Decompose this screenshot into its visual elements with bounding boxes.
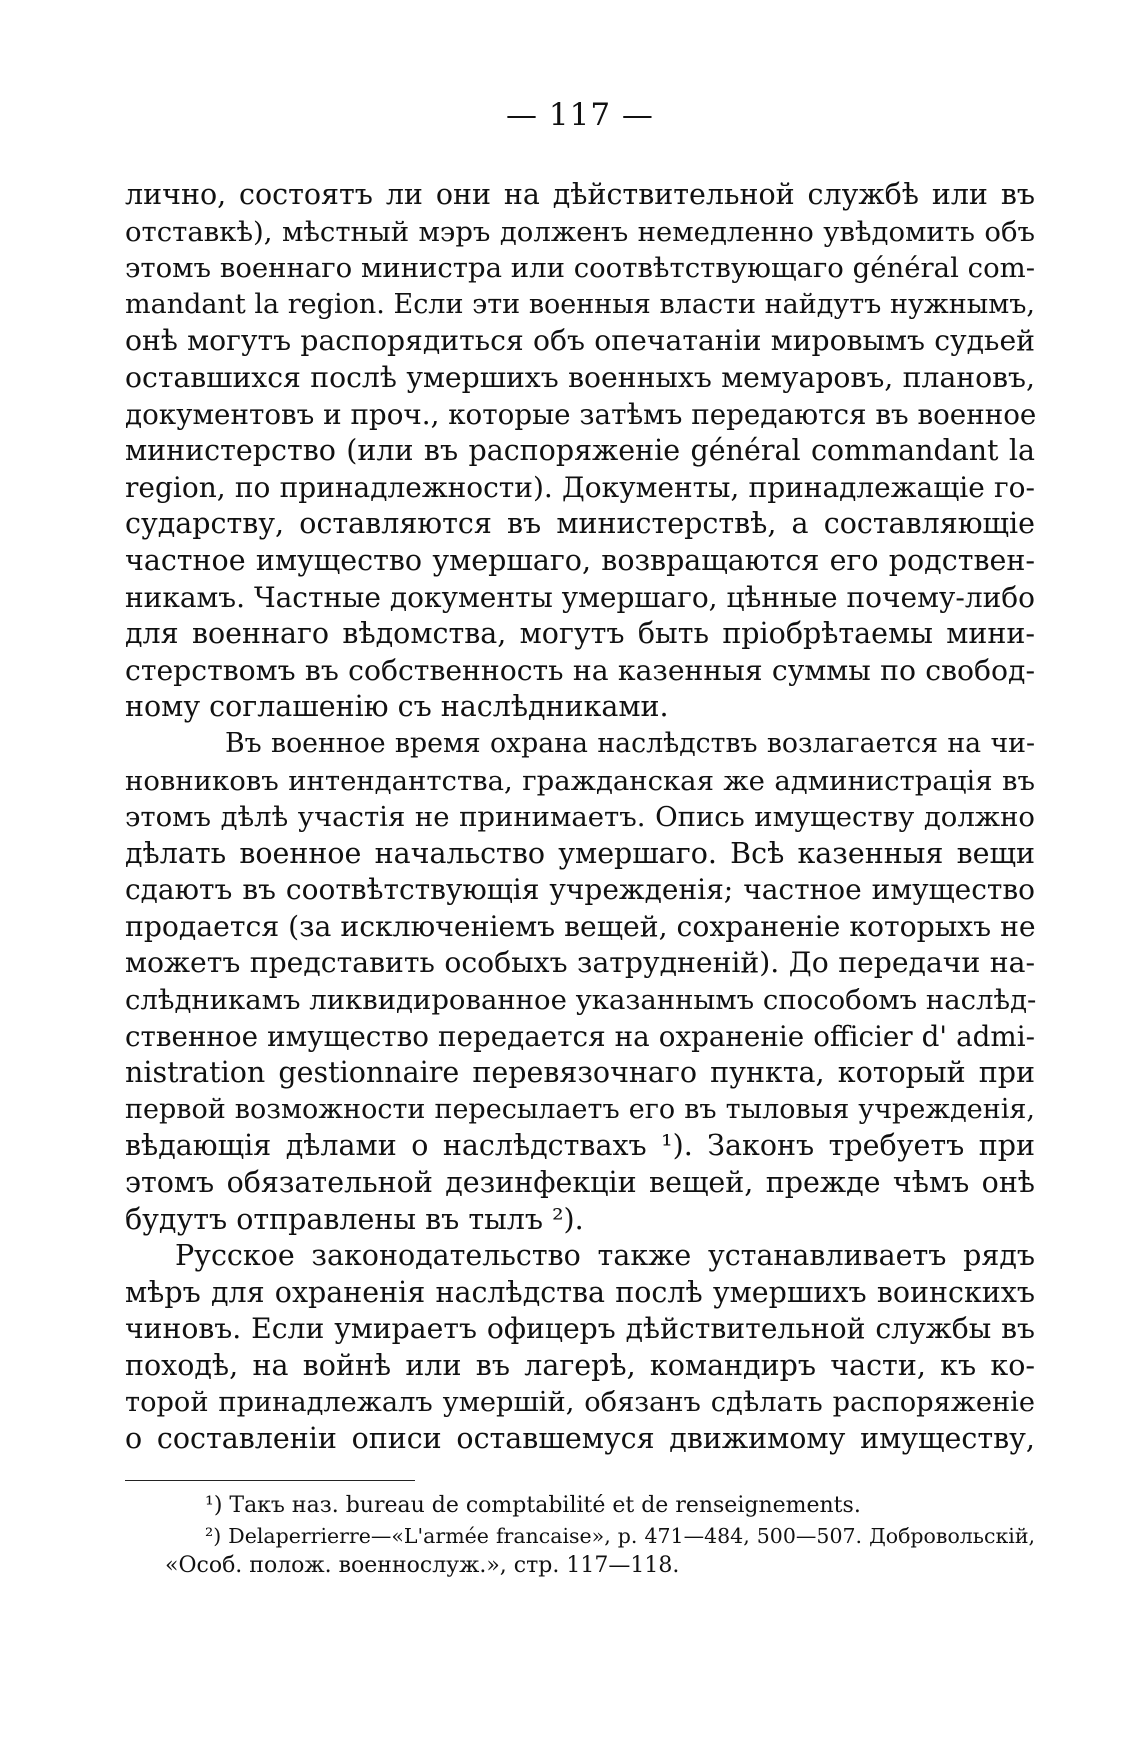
- book-page: [125, 95, 1035, 1581]
- text-line: region, по принадлежности). Документы, принадлежащiе го-: [125, 470, 1035, 504]
- text-line: вѣдающiя дѣлами о наслѣдствахъ ¹). Законъ требуетъ при: [125, 1129, 1035, 1163]
- text-line: походѣ, на войнѣ или въ лагерѣ, командиръ части, къ ко-: [125, 1349, 1035, 1382]
- footnote-line: ¹) Такъ наз. bureau de comptabilité et de renseignements.: [205, 1492, 861, 1518]
- text-line: для военнаго вѣдомства, могутъ быть прiобрѣтаемы мини-: [125, 617, 1035, 651]
- text-line: оставшихся послѣ умершихъ военныхъ мемуаровъ, плановъ,: [125, 360, 1035, 394]
- text-line: этомъ военнаго министра или соотвѣтствующаго général com-: [125, 252, 1035, 285]
- text-line: о составленiи описи оставшемуся движимому имуществу,: [125, 1422, 1035, 1456]
- text-line: новниковъ интендантства, гражданская же администрацiя въ: [125, 764, 1035, 797]
- footnote-line: «Особ. полож. военнослуж.», стр. 117—118.: [165, 1552, 680, 1578]
- text-line: стерствомъ въ собственность на казенныя суммы по свобод-: [125, 653, 1035, 687]
- text-line: продается (за исключенiемъ вещей, сохраненiе которыхъ не: [125, 909, 1036, 943]
- text-line: документовъ и проч., которые затѣмъ передаются въ военное: [125, 397, 1037, 431]
- text-line: сдаютъ въ соотвѣтствующiя учрежденiя; частное имущество: [125, 873, 1035, 907]
- text-line: торой принадлежалъ умершiй, обязанъ сдѣлать распоряженiе: [125, 1386, 1035, 1418]
- text-line: никамъ. Частные документы умершаго, цѣнные почему-либо: [125, 580, 1035, 614]
- text-line: сударству, оставляются въ министерствѣ, а составляющiе: [125, 507, 1035, 541]
- paragraph-3: [125, 1238, 1035, 1458]
- paragraph-1: [125, 177, 1035, 726]
- text-line: слѣдникамъ ликвидированное указаннымъ способомъ наслѣд-: [125, 984, 1037, 1017]
- text-line: nistration gestionnaire перевязочнаго пункта, который при: [125, 1056, 1035, 1090]
- text-line: можетъ представить особыхъ затрудненiй). До передачи на-: [125, 946, 1035, 980]
- footnote-divider: [125, 1480, 415, 1481]
- footnote-1: [125, 1491, 1035, 1521]
- text-line: дѣлать военное начальство умершаго. Всѣ казенныя вещи: [125, 836, 1035, 870]
- text-line: лично, состоятъ ли они на дѣйствительной службѣ или въ: [125, 178, 1035, 211]
- text-line: Въ военное время охрана наслѣдствъ возлагается на чи-: [225, 727, 1035, 759]
- text-line: ному соглашенiю съ наслѣдниками.: [125, 690, 669, 724]
- text-line: Русское законодательство также устанавливаетъ рядъ: [175, 1239, 1035, 1273]
- text-line: отставкѣ), мѣстный мэръ долженъ немедленно увѣдомить объ: [125, 215, 1035, 248]
- text-line: чиновъ. Если умираетъ офицеръ дѣйствительной службы въ: [125, 1312, 1035, 1346]
- text-line: этомъ обязательной дезинфекцiи вещей, прежде чѣмъ онѣ: [125, 1166, 1035, 1200]
- text-line: онѣ могутъ распорядиться объ опечатанiи мировымъ судьей: [125, 324, 1035, 358]
- page-number: — 117 —: [506, 97, 654, 133]
- text-line: ственное имущество передается на охраненiе officier d' admi-: [125, 1019, 1035, 1053]
- text-line: первой возможности пересылаетъ его въ тыловыя учрежденiя,: [125, 1093, 1035, 1125]
- footnotes: [125, 1491, 1035, 1581]
- text-line: будутъ отправлены въ тылъ ²).: [125, 1202, 584, 1236]
- text-line: частное имущество умершаго, возвращаются его родствен-: [125, 543, 1035, 577]
- text-line: министерство (или въ распоряженiе général commandant la: [125, 434, 1035, 468]
- text-line: mandant la region. Если эти военныя власти найдутъ нужнымъ,: [125, 288, 1035, 320]
- text-line: этомъ дѣлѣ участiя не принимаетъ. Опись имуществу должно: [125, 801, 1035, 834]
- paragraph-2: [125, 726, 1035, 1238]
- footnote-line: ²) Delaperrierre—«L'armée francaise», p. 471—484, 500—507. Добровольскiй,: [205, 1523, 1035, 1548]
- footnote-2: [125, 1521, 1035, 1581]
- text-line: мѣръ для охраненiя наслѣдства послѣ умершихъ воинскихъ: [125, 1275, 1035, 1309]
